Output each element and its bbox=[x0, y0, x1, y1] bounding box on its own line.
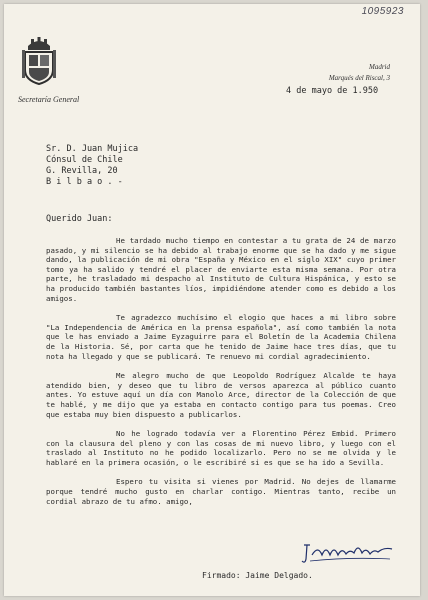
address-city: Madrid bbox=[369, 63, 390, 71]
letter-date: 4 de mayo de 1.950 bbox=[286, 86, 379, 96]
body-paragraph: Me alegro mucho de que Leopoldo Rodríguez Alcalde te haya atendido bien, y deseo que tu libro de versos aparezca al público cuanto antes. Yo estuve aquí un día con Manolo Arce, director de la Colección de que te hablé, y me dijo que ya estaba en contacto contigo para tus poemas. Creo que estaba muy bien dispuesto a publicarlos. bbox=[46, 371, 396, 419]
greeting: Querido Juan: bbox=[46, 214, 113, 224]
recipient-name: Sr. D. Juan Mujica bbox=[46, 144, 139, 154]
coat-of-arms-icon bbox=[22, 36, 56, 86]
recipient-title: Cónsul de Chile bbox=[46, 155, 123, 165]
recipient-street: G. Revilla, 20 bbox=[46, 166, 118, 176]
body-paragraph: Espero tu visita si vienes por Madrid. No dejes de llamarme porque tendré mucho gusto en charlar contigo. Mientras tanto, recibe un cordial abrazo de tu afmo. amigo, bbox=[46, 477, 396, 506]
archive-reference-number: 1095923 bbox=[361, 6, 404, 17]
body-paragraph: No he logrado todavía ver a Florentino Pérez Embid. Primero con la clausura del pleno y con las cosas de mi nuevo libro, y luego con el traslado al Instituto no he podido localizarlo. Pero no se me olvida y le hablaré en la primera ocasión, o le escribiré si es que se ha ido a Sevilla. bbox=[46, 429, 396, 467]
recipient-city: B i l b a o . - bbox=[46, 177, 123, 187]
letterhead-address bbox=[329, 62, 390, 84]
signed-by: Firmado: Jaime Delgado. bbox=[202, 571, 313, 580]
body-paragraph: He tardado mucho tiempo en contestar a tu grata de 24 de marzo pasado, y mi silencio se ha debido al trabajo enorme que se ha dado y me sigue dando, la publicación de mi obra "España y México en el siglo XIX" cuyo primer tomo ya ha salido y tendré el placer de enviarte esta misma semana. Por otra parte, he trasladado mi despacho al Instituto de Cultura Hispánica, y esto se ha producido también bastantes líos, impidiéndome atender como es debido a los amigos. bbox=[46, 236, 396, 303]
letter-page bbox=[4, 4, 420, 596]
body-paragraph: Te agradezco muchísimo el elogio que haces a mi libro sobre "La Independencia de América en la prensa española", así como también la nota que le has enviado a Jaime Eyzaguirre para el Boletín de la Academia Chilena de la Historia. Sé, por carta que he tenido de Jaime hace tres días, que tu nota ha llegado y que se publicará. Te renuevo mi cordial agradecimiento. bbox=[46, 313, 396, 361]
letter-body bbox=[46, 236, 396, 516]
handwritten-signature bbox=[300, 537, 396, 567]
letterhead-office: Secretaría General bbox=[18, 95, 80, 104]
recipient-block bbox=[46, 144, 138, 188]
address-street: Marqués del Riscal, 3 bbox=[328, 74, 390, 82]
